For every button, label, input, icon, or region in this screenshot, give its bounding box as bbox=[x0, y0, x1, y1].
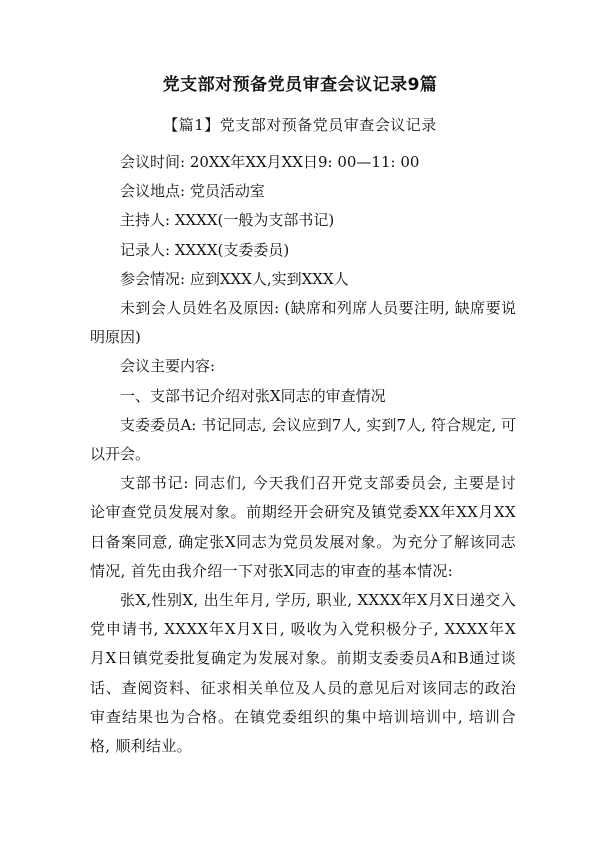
main-content-heading: 会议主要内容: bbox=[120, 357, 216, 376]
document-subtitle: 【篇1】党支部对预备党员审查会议记录 bbox=[163, 116, 437, 134]
absentees: 未到会人员姓名及原因: (缺席和列席人员要注明, 缺席要说明原因) bbox=[90, 299, 516, 347]
meeting-recorder: 记录人: XXXX(支委委员) bbox=[120, 240, 290, 259]
meeting-host: 主持人: XXXX(一般为支部书记) bbox=[120, 211, 335, 230]
paragraph-quorum: 支委委员A: 书记同志, 会议应到7人, 实到7人, 符合规定, 可以开会。 bbox=[90, 415, 516, 464]
document-title: 党支部对预备党员审查会议记录9篇 bbox=[162, 75, 438, 95]
document-body bbox=[90, 148, 516, 761]
meeting-time: 会议时间: 20XX年XX月XX日9: 00—11: 00 bbox=[120, 153, 420, 171]
section-heading-1: 一、支部书记介绍对张X同志的审查情况 bbox=[120, 386, 386, 405]
paragraph-secretary: 支部书记: 同志们, 今天我们召开党支部委员会, 主要是讨论审查党员发展对象。前期经开会研究及镇党委XX年XX月XX日备案同意, 确定张X同志为党员发展对象。为充分了解该同志情况, 首先由我介绍一下对张X同志的审查的基本情况: bbox=[90, 474, 516, 580]
attendance: 参会情况: 应到XXX人,实到XXX人 bbox=[120, 269, 349, 288]
paragraph-candidate: 张X,性别X, 出生年月, 学历, 职业, XXXX年X月X日递交入党申请书, XXXX年X月X日, 吸收为入党积极分子, XXXX年X月X日镇党委批复确定为发展对象。前期支委委员A和B通过谈话、查阅资料、征求相关单位及人员的意见后对该同志的政治审查结果也为合格。在镇党委组织的集中培训培训中, 培训合格, 顺利结业。 bbox=[90, 591, 516, 756]
meeting-location: 会议地点: 党员活动室 bbox=[120, 182, 265, 201]
